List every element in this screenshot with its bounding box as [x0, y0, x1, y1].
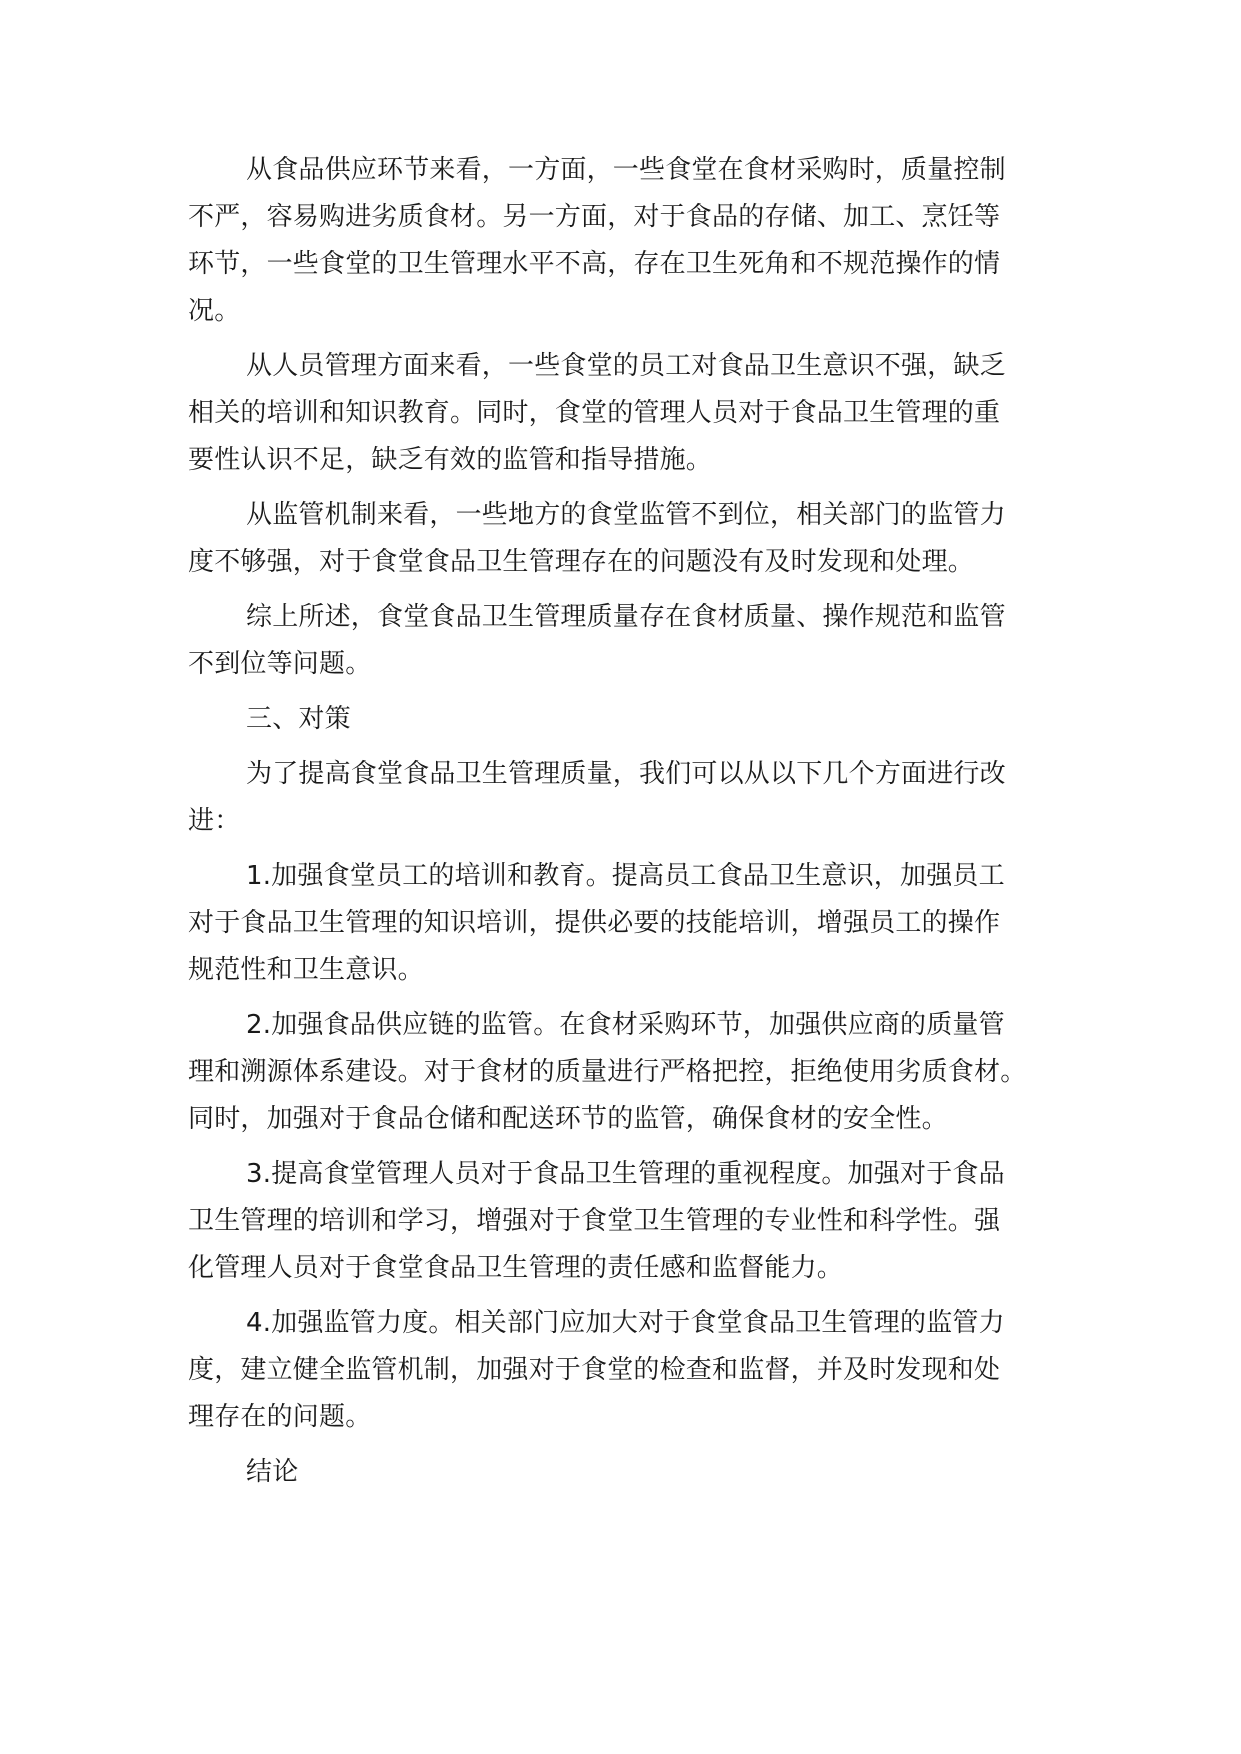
paragraph-line: 1.加强食堂员工的培训和教育。提高员工食品卫生意识，加强员工	[246, 861, 1005, 891]
paragraph-line: 况。	[188, 296, 241, 326]
paragraph-food-supply	[188, 155, 1068, 343]
paragraph-line: 对于食品卫生管理的知识培训，提供必要的技能培训，增强员工的操作	[188, 908, 1001, 938]
paragraph-line: 度不够强，对于食堂食品卫生管理存在的问题没有及时发现和处理。	[188, 547, 975, 577]
paragraph-line: 从监管机制来看，一些地方的食堂监管不到位，相关部门的监管力	[246, 500, 1006, 530]
paragraph-line: 同时，加强对于食品仓储和配送环节的监管，确保食材的安全性。	[188, 1104, 948, 1134]
paragraph-line: 要性认识不足，缺乏有效的监管和指导措施。	[188, 445, 713, 475]
paragraph-line: 进：	[188, 806, 241, 836]
section-heading: 三、对策	[246, 704, 351, 734]
paragraph-staff-management	[188, 351, 1068, 492]
document-body	[188, 155, 1068, 1512]
paragraph-intro-measures	[188, 759, 1068, 853]
paragraph-line: 为了提高食堂食品卫生管理质量，我们可以从以下几个方面进行改	[246, 759, 1006, 789]
list-item-1	[188, 861, 1068, 1002]
paragraph-line: 度，建立健全监管机制，加强对于食堂的检查和监督，并及时发现和处	[188, 1355, 1001, 1385]
paragraph-line: 理存在的问题。	[188, 1402, 372, 1432]
paragraph-line: 从食品供应环节来看，一方面，一些食堂在食材采购时，质量控制	[246, 155, 1006, 185]
paragraph-line: 不到位等问题。	[188, 649, 372, 679]
section-heading-countermeasures	[188, 704, 1068, 751]
paragraph-line: 卫生管理的培训和学习，增强对于食堂卫生管理的专业性和科学性。强	[188, 1206, 1001, 1236]
paragraph-line: 4.加强监管力度。相关部门应加大对于食堂食品卫生管理的监管力	[246, 1308, 1005, 1338]
paragraph-line: 从人员管理方面来看，一些食堂的员工对食品卫生意识不强，缺乏	[246, 351, 1006, 381]
section-heading-conclusion	[188, 1457, 1068, 1504]
paragraph-line: 2.加强食品供应链的监管。在食材采购环节，加强供应商的质量管	[246, 1010, 1005, 1040]
paragraph-line: 综上所述，食堂食品卫生管理质量存在食材质量、操作规范和监管	[246, 602, 1006, 632]
paragraph-summary	[188, 602, 1068, 696]
paragraph-line: 3.提高食堂管理人员对于食品卫生管理的重视程度。加强对于食品	[246, 1159, 1005, 1189]
paragraph-line: 环节，一些食堂的卫生管理水平不高，存在卫生死角和不规范操作的情	[188, 249, 1001, 279]
paragraph-line: 不严，容易购进劣质食材。另一方面，对于食品的存储、加工、烹饪等	[188, 202, 1001, 232]
section-heading: 结论	[246, 1457, 299, 1487]
paragraph-line: 理和溯源体系建设。对于食材的质量进行严格把控，拒绝使用劣质食材。	[188, 1057, 1027, 1087]
paragraph-line: 化管理人员对于食堂食品卫生管理的责任感和监督能力。	[188, 1253, 844, 1283]
paragraph-supervision	[188, 500, 1068, 594]
paragraph-line: 规范性和卫生意识。	[188, 955, 424, 985]
list-item-4	[188, 1308, 1068, 1449]
paragraph-line: 相关的培训和知识教育。同时，食堂的管理人员对于食品卫生管理的重	[188, 398, 1001, 428]
list-item-3	[188, 1159, 1068, 1300]
list-item-2	[188, 1010, 1068, 1151]
